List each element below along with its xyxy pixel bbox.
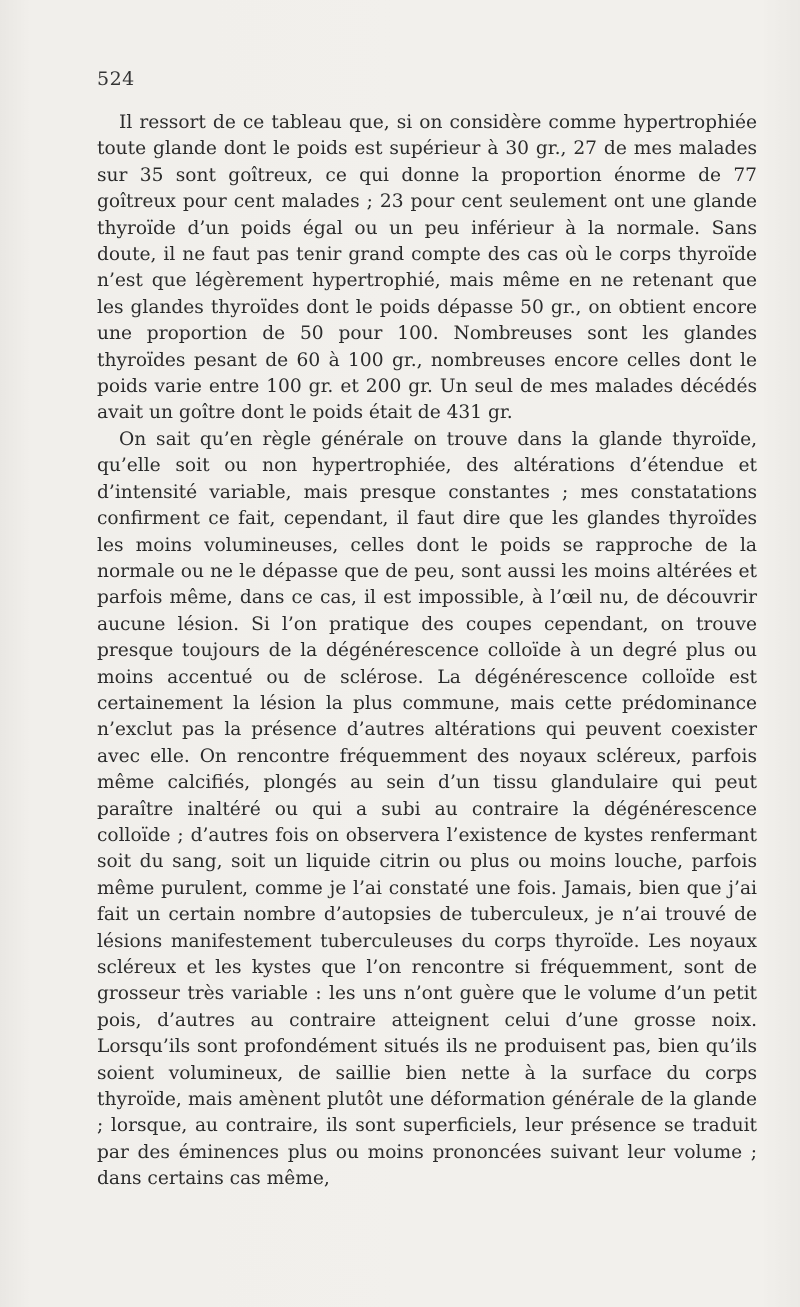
page-number: 524 — [97, 68, 135, 90]
body-text — [97, 110, 757, 1193]
paragraph-1: Il ressort de ce tableau que, si on considère comme hypertrophiée toute glande dont le poids est supérieur à 30 gr., 27 de mes malades sur 35 sont goîtreux, ce qui donne la proportion énorme de 77 goîtreux pour cent malades ; 23 pour cent seulement ont une glande thyroïde d’un poids égal ou un peu inférieur à la normale. Sans doute, il ne faut pas tenir grand compte des cas où le corps thyroïde n’est que légèrement hypertrophié, mais même en ne retenant que les glandes thyroïdes dont le poids dépasse 50 gr., on obtient encore une proportion de 50 pour 100. Nombreuses sont les glandes thyroïdes pesant de 60 à 100 gr., nombreuses encore celles dont le poids varie entre 100 gr. et 200 gr. Un seul de mes malades décédés avait un goître dont le poids était de 431 gr. — [97, 112, 757, 424]
paragraph-2: On sait qu’en règle générale on trouve dans la glande thyroïde, qu’elle soit ou non hypertrophiée, des altérations d’étendue et d’intensité variable, mais presque constantes ; mes constatations confirment ce fait, cependant, il faut dire que les glandes thyroïdes les moins volumineuses, celles dont le poids se rapproche de la normale ou ne le dépasse que de peu, sont aussi les moins altérées et parfois même, dans ce cas, il est impossible, à l’œil nu, de découvrir aucune lésion. Si l’on pratique des coupes cependant, on trouve presque toujours de la dégénérescence colloïde à un degré plus ou moins accentué ou de sclérose. La dégénérescence colloïde est certainement la lésion la plus commune, mais cette prédominance n’exclut pas la présence d’autres altérations qui peuvent coexister avec elle. On rencontre fréquemment des noyaux scléreux, parfois même calcifiés, plongés au sein d’un tissu glandulaire qui peut paraître inaltéré ou qui a subi au contraire la dégénérescence colloïde ; d’autres fois on observera l’existence de kystes renfermant soit du sang, soit un liquide citrin ou plus ou moins louche, parfois même purulent, comme je l’ai constaté une fois. Jamais, bien que j’ai fait un certain nombre d’autopsies de tuberculeux, je n’ai trouvé de lésions manifestement tuberculeuses du corps thyroïde. Les noyaux scléreux et les kystes que l’on rencontre si fréquemment, sont de grosseur très variable : les uns n’ont guère que le volume d’un petit pois, d’autres au contraire atteignent celui d’une grosse noix. Lorsqu’ils sont profondément situés ils ne produisent pas, bien qu’ils soient volumineux, de saillie bien nette à la surface du corps thyroïde, mais amènent plutôt une déformation générale de la glande ; lorsque, au contraire, ils sont superficiels, leur présence se traduit par des éminences plus ou moins prononcées suivant leur volume ; dans certains cas même, — [97, 428, 757, 1190]
